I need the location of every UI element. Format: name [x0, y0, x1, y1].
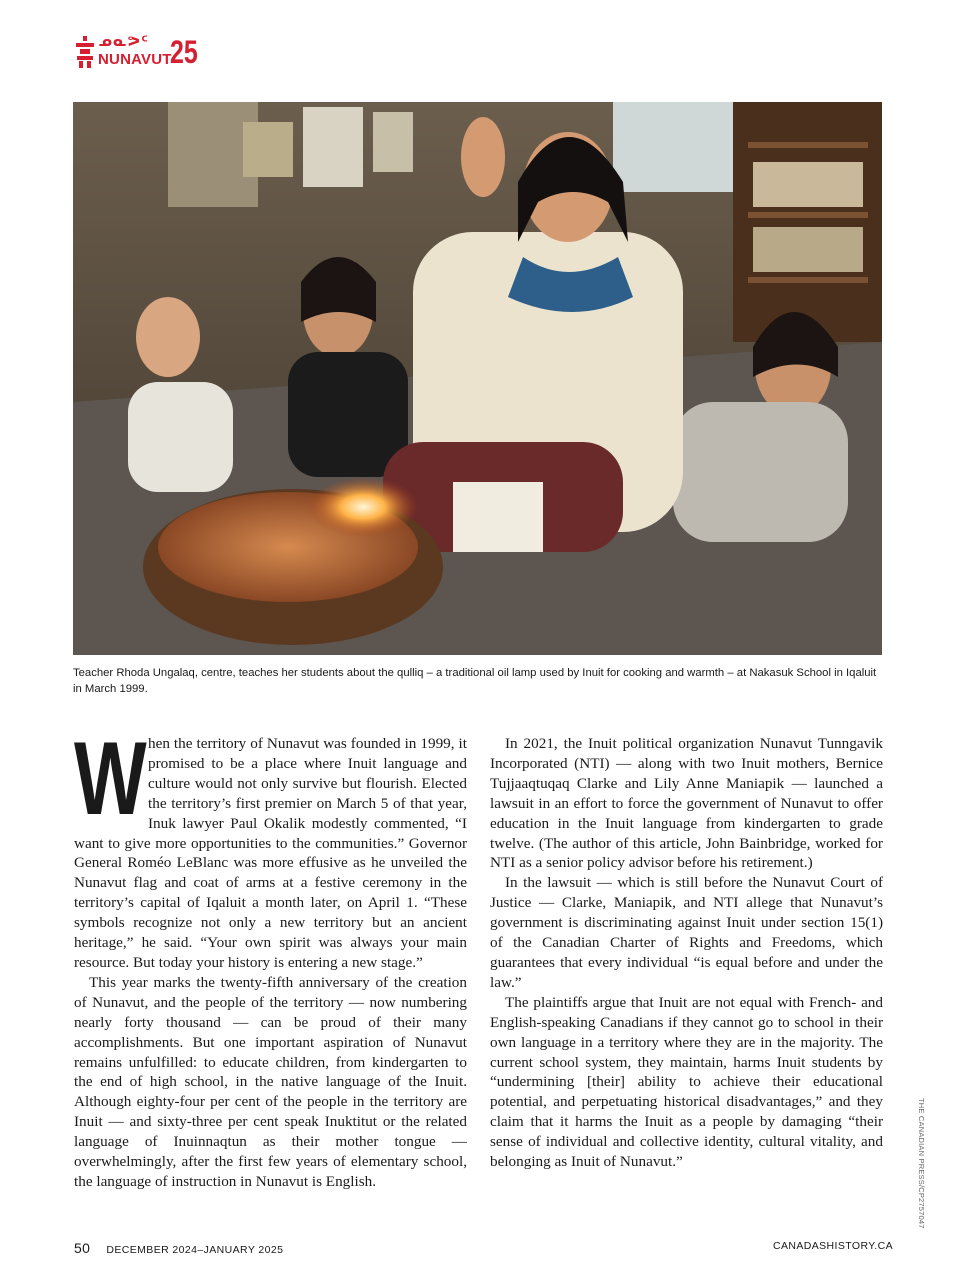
- nunavut-25-logo: [75, 34, 205, 70]
- paragraph-text: hen the territory of Nunavut was founded in 1999, it promised to be a place where Inuit language and culture would not only survive but flourish. Elected the territory’s first premier on March 5 of that year, Inuk lawyer Paul Okalik modestly commented, “I want to give more opportunities to the communities.” Governor General Roméo LeBlanc was more effusive as he unveiled the Nunavut flag and coat of arms at a festive ceremony in the territory’s capital of Iqaluit a month later, on April 1. “These symbols recognize not only a new territory but an ancient heritage,” he said. “Your own spirit was always your main resource. But today your history is entering a new stage.”: [74, 735, 467, 971]
- article-column-right: [490, 734, 883, 1172]
- article-paragraph: This year marks the twenty-fifth anniversary of the creation of Nunavut, and the people of the territory — now numbering nearly forty thousand — can be proud of their many accomplishments. But one important aspiration of Nunavut remains unfulfilled: to educate children, from kindergarten to the end of high school, in the native language of the Inuit. Although eighty-four per cent of the people in the territory are Inuit — and sixty-three per cent speak Inuktitut or the related language of Inuinnaqtun as their mother tongue — overwhelmingly, after the first few years of elementary school, the language of instruction in Nunavut is English.: [74, 973, 467, 1190]
- article-paragraph: The plaintiffs argue that Inuit are not equal with French- and English-speaking Canadians if they cannot go to school in their own language in a territory where they are in the majority. The current school system, they maintain, harms Inuit students by “undermining [their] ability to achieve their educational potential, and perpetuating historical disadvantages,” and they claim that it harms the Inuit as a people by damaging “their sense of individual and collective identity, cultural vitality, and belonging as Inuit of Nunavut.”: [490, 993, 883, 1171]
- inukshuk-icon: [75, 36, 95, 68]
- article-paragraph: [74, 721, 467, 973]
- footer-left: [74, 1240, 283, 1256]
- article-column-left: [74, 721, 467, 1192]
- photo-caption: Teacher Rhoda Ungalaq, centre, teaches her students about the qulliq – a traditional oil lamp used by Inuit for cooking and warmth – at Nakasuk School in Iqaluit in March 1999.: [73, 667, 877, 695]
- drop-cap: W: [74, 721, 147, 837]
- classroom-photo: [73, 102, 882, 655]
- article-paragraph: In the lawsuit — which is still before the Nunavut Court of Justice — Clarke, Maniapik, and NTI allege that Nunavut’s government is discriminating against Inuit under section 15(1) of the Canadian Charter of Rights and Freedoms, which guarantees that every individual “is equal before and under the law.”: [490, 874, 883, 991]
- page-number: 50: [74, 1240, 91, 1256]
- logo-number: 25: [170, 34, 198, 70]
- logo-syllabics: ᓄᓇᕗᑦ: [99, 34, 149, 50]
- article-paragraph: In 2021, the Inuit political organization Nunavut Tunngavik Incorporated (NTI) — along with two Inuit mothers, Bernice Tujjaaqtuqaq Clarke and Lily Anne Maniapik — launched a lawsuit in an effort to force the government of Nunavut to offer education in the Inuit language from kindergarten to grade twelve. (The author of this article, John Bainbridge, worked for NTI as a senior policy advisor before his retirement.): [490, 735, 883, 872]
- logo-word: NUNAVUT: [98, 51, 172, 68]
- issue-date: DECEMBER 2024–JANUARY 2025: [106, 1244, 284, 1256]
- website-link[interactable]: CANADASHISTORY.CA: [772, 1240, 893, 1252]
- photo-credit: THE CANADIAN PRESS/CP2757047: [917, 1098, 926, 1229]
